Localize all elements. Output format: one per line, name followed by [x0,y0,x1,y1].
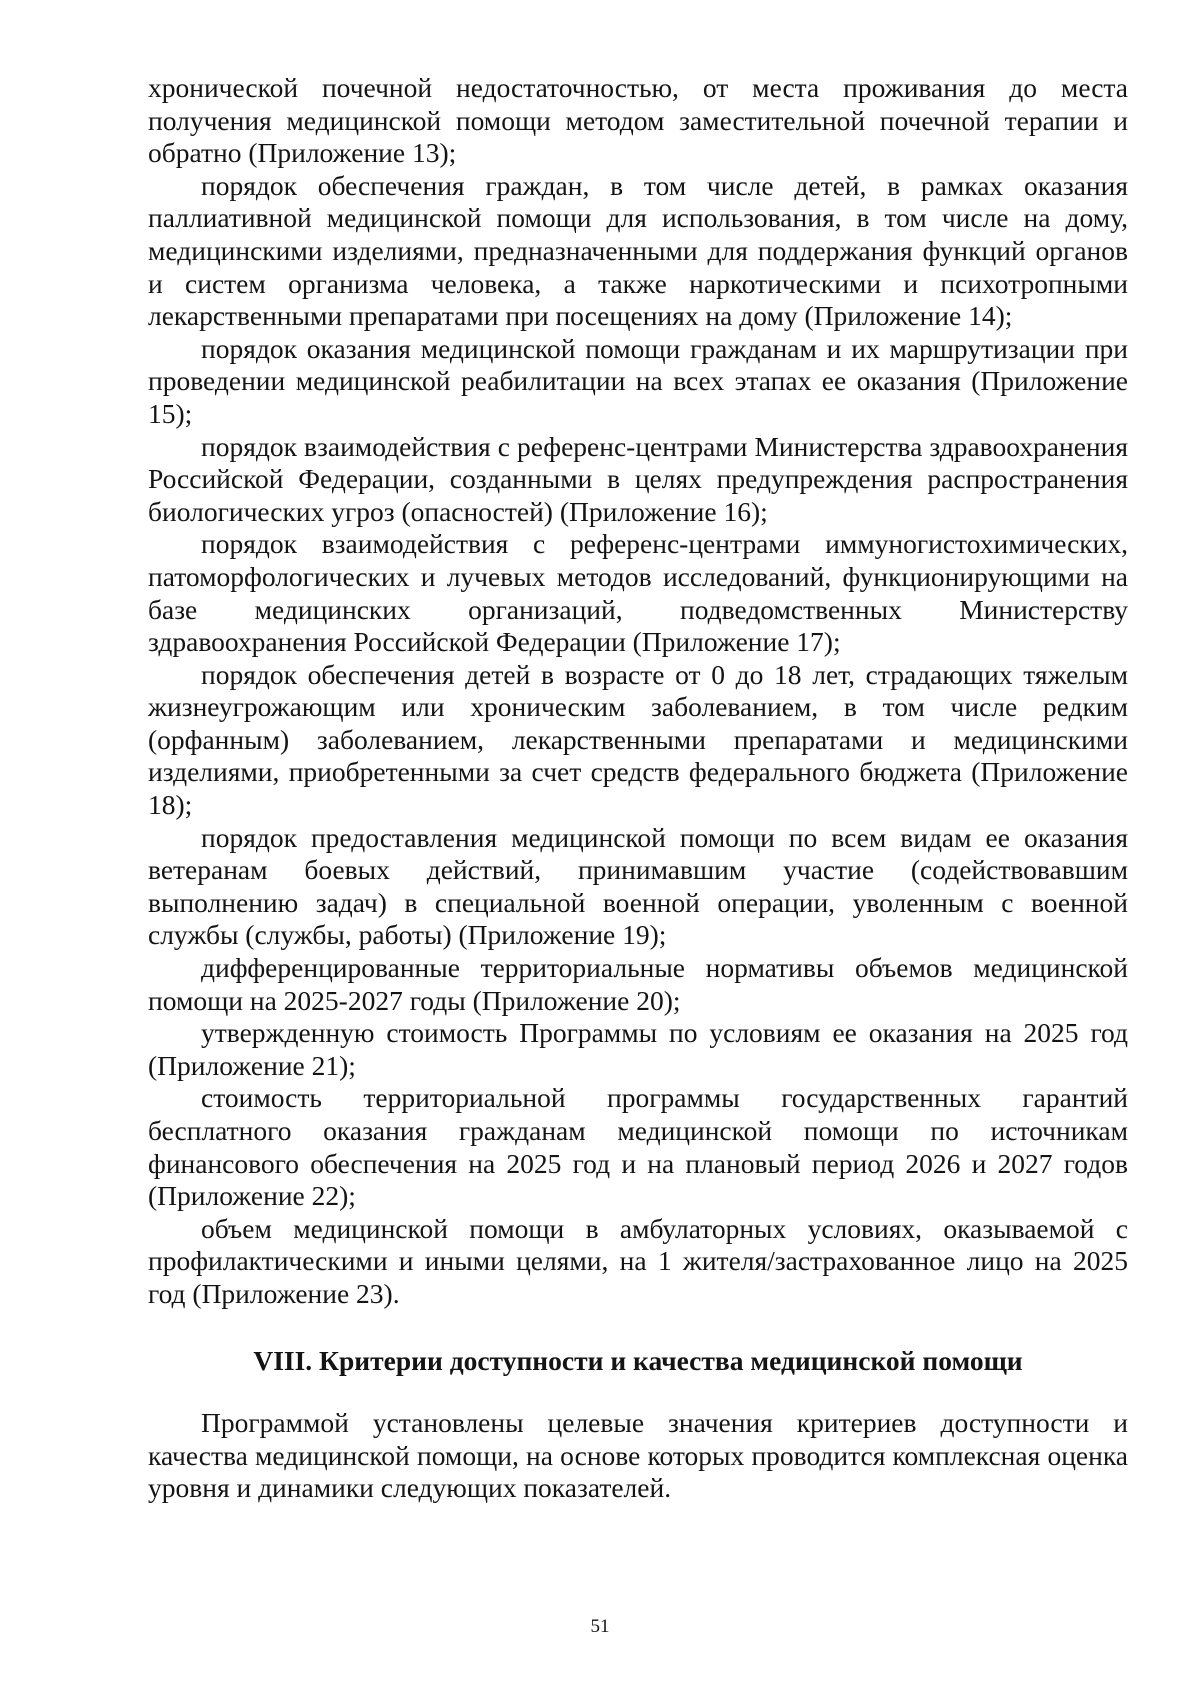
paragraph-appendix-23: объем медицинской помощи в амбулаторных условиях, оказываемой с профилактическими и иными целями, на 1 жителя/застрахованное лицо на 2025 год (Приложение 23). [148,1212,1128,1309]
paragraph-appendix-20: дифференцированные территориальные нормативы объемов медицинской помощи на 2025-2027 годы (Приложение 20); [148,952,1128,1016]
paragraph-appendix-15: порядок оказания медицинской помощи гражданам и их маршрутизации при проведении медицинской реабилитации на всех этапах ее оказания (Приложение 15); [148,332,1128,429]
paragraph-appendix-14: порядок обеспечения граждан, в том числе детей, в рамках оказания паллиативной медицинской помощи для использования, в том числе на дому, медицинскими изделиями, предназначенными для поддержания функций органов и систем организма человека, а также наркотическими и психотропными лекарственными препаратами при посещениях на дому (Приложение 14); [148,169,1128,332]
paragraph-continuation: хронической почечной недостаточностью, от места проживания до места получения медицинской помощи методом заместительной почечной терапии и обратно (Приложение 13); [148,72,1128,169]
page-number: 51 [590,1616,610,1637]
document-page [148,72,1128,1505]
paragraph-appendix-17: порядок взаимодействия с референс-центрами иммуногистохимических, патоморфологических и лучевых методов исследований, функционирующими на базе медицинских организаций, подведомственных Министерству здравоохранения Российской Федерации (Приложение 17); [148,528,1128,658]
section-intro-paragraph: Программой установлены целевые значения критериев доступности и качества медицинской помощи, на основе которых проводится комплексная оценка уровня и динамики следующих показателей. [148,1407,1128,1504]
section-heading: VIII. Критерии доступности и качества медицинской помощи [253,1344,1023,1376]
paragraph-appendix-19: порядок предоставления медицинской помощи по всем видам ее оказания ветеранам боевых действий, принимавшим участие (содействовавшим выполнению задач) в специальной военной операции, уволенным с военной службы (службы, работы) (Приложение 19); [148,821,1128,951]
paragraph-appendix-18: порядок обеспечения детей в возрасте от 0 до 18 лет, страдающих тяжелым жизнеугрожающим или хроническим заболеванием, в том числе редким (орфанным) заболеванием, лекарственными препаратами и медицинскими изделиями, приобретенными за счет средств федерального бюджета (Приложение 18); [148,658,1128,821]
paragraph-appendix-21: утвержденную стоимость Программы по условиям ее оказания на 2025 год (Приложение 21); [148,1017,1128,1081]
paragraph-appendix-22: стоимость территориальной программы государственных гарантий бесплатного оказания гражданам медицинской помощи по источникам финансового обеспечения на 2025 год и на плановый период 2026 и 2027 годов (Приложение 22); [148,1082,1128,1212]
paragraph-appendix-16: порядок взаимодействия с референс-центрами Министерства здравоохранения Российской Федерации, созданными в целях предупреждения распространения биологических угроз (опасностей) (Приложение 16); [148,430,1128,527]
